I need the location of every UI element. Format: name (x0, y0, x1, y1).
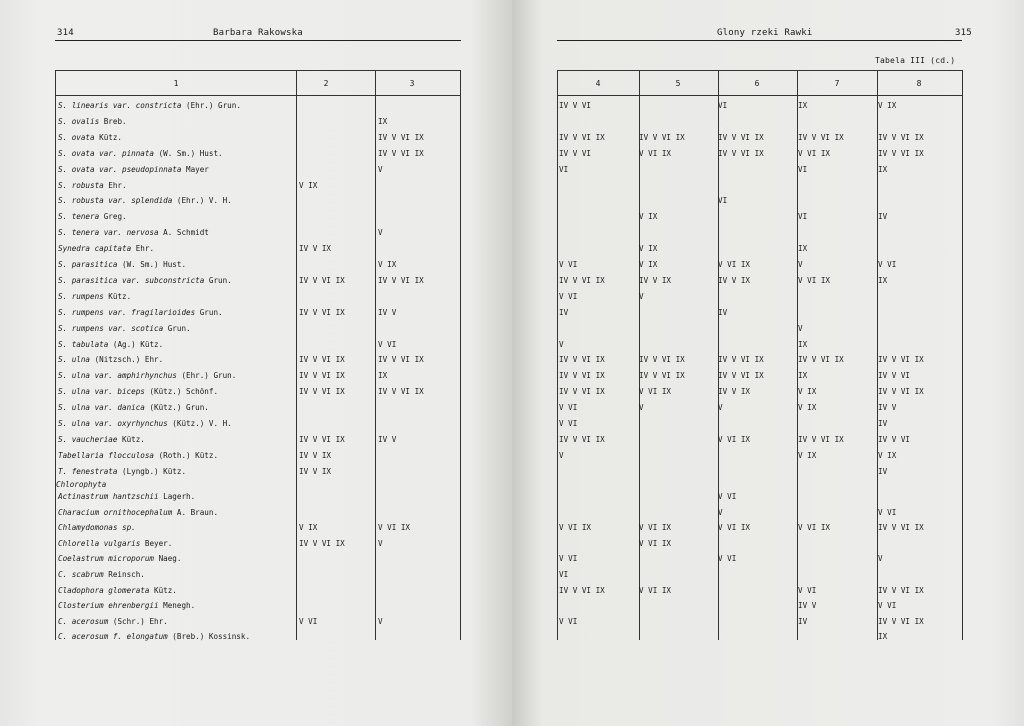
month-cell-7: IV V VI IX (798, 355, 844, 365)
month-cell-3: IV V VI IX (378, 275, 424, 285)
column-header-3: 3 (409, 79, 415, 88)
month-cell-8: IV V VI IX (878, 585, 924, 595)
month-cell-8: IV V VI IX (878, 616, 924, 626)
species-name (58, 617, 168, 626)
month-cell-7: V IX (798, 403, 817, 413)
species-label: Chlamydomonas sp. (58, 523, 136, 533)
month-cell-4: IV V VI IX (559, 132, 605, 142)
month-cell-4: VI (559, 570, 569, 579)
species-label: S. robusta var. splendida (58, 196, 173, 206)
species-authority: (Ag.) Kütz. (108, 339, 164, 349)
species-authority: Lagerh. (158, 492, 196, 501)
month-cell-8: V VI (878, 507, 897, 517)
month-cell-7: V (798, 323, 803, 333)
month-cell-4: IV V VI IX (559, 371, 605, 381)
species-label: S. ovalis (58, 116, 100, 126)
month-cell-6: V VI IX (718, 523, 751, 533)
species-label: S. ulna var. danica (58, 403, 145, 413)
species-name (58, 308, 223, 317)
species-name (58, 523, 136, 532)
month-cell-3: V (378, 228, 383, 238)
column-divider (557, 70, 558, 640)
month-cell-4: V VI (559, 616, 578, 626)
month-cell-7: V IX (798, 450, 817, 460)
species-authority: Grun. (195, 307, 223, 317)
species-label: Actinastrum hantzschii (58, 492, 159, 501)
month-cell-8: IV V (878, 403, 897, 413)
month-cell-7: V IX (798, 387, 817, 397)
month-cell-6: IV V VI IX (718, 371, 764, 381)
species-label: Coelastrum microporum (58, 554, 155, 564)
species-name (58, 451, 218, 460)
month-cell-2: V VI (299, 616, 318, 626)
species-authority: (Kütz.) V. H. (167, 419, 232, 428)
month-cell-4: IV (559, 307, 569, 317)
month-cell-6: V VI (718, 554, 737, 564)
species-authority: Grun. (163, 323, 191, 333)
month-cell-3: IV V (378, 307, 397, 317)
month-cell-8: IX (878, 632, 888, 642)
species-name (58, 586, 177, 595)
month-cell-2: IV V IX (299, 450, 332, 460)
species-name (58, 276, 232, 285)
column-header-8: 8 (916, 79, 922, 88)
species-authority: (Ehr.) Grun. (181, 101, 241, 110)
species-label: S. tabulata (58, 339, 109, 349)
month-cell-5: V VI IX (639, 148, 672, 158)
species-label: Synedra capitata (58, 244, 132, 254)
month-cell-5: IV V VI IX (639, 355, 685, 365)
species-label: Tabellaria flocculosa (58, 450, 155, 460)
month-cell-3: IV V VI IX (378, 132, 424, 142)
species-label: Cladophora glomerata (58, 585, 150, 595)
month-cell-6: IV V VI IX (718, 148, 764, 158)
month-cell-2: IV V VI IX (299, 355, 345, 365)
month-cell-7: VI (798, 164, 808, 174)
month-cell-6: IV (718, 307, 728, 317)
month-cell-2: V IX (299, 180, 318, 190)
month-cell-2: IV V IX (299, 244, 332, 254)
month-cell-8: IV (878, 466, 888, 476)
right-running-head: Glony rzeki Rawki (717, 28, 813, 38)
month-cell-8: IV (878, 419, 888, 428)
species-authority: (Kütz.) Schönf. (144, 387, 219, 397)
month-cell-4: IV V VI IX (559, 585, 605, 595)
species-label: S. rumpens (58, 291, 104, 301)
species-name (58, 419, 232, 428)
month-cell-5: V VI IX (639, 585, 672, 595)
species-name (58, 508, 218, 517)
month-cell-7: IV V VI IX (798, 132, 844, 142)
month-cell-8: IX (878, 164, 888, 174)
month-cell-5: V VI IX (639, 387, 672, 397)
species-label: T. fenestrata (58, 466, 118, 476)
column-divider (375, 70, 376, 640)
month-cell-7: IV V (798, 601, 817, 611)
species-authority: (Lyngb.) Kütz. (117, 466, 187, 476)
column-header-1: 1 (173, 79, 179, 88)
month-cell-6: IV V VI IX (718, 132, 764, 142)
month-cell-7: V VI IX (798, 148, 831, 158)
month-cell-3: IV V VI IX (378, 387, 424, 397)
species-authority: (Ehr.) Grun. (176, 371, 237, 381)
month-cell-5: V IX (639, 244, 658, 254)
species-authority: (W. Sm.) Hust. (154, 148, 223, 158)
species-name (58, 165, 209, 174)
species-authority: Menegh. (158, 601, 196, 611)
month-cell-4: IV V VI IX (559, 355, 605, 365)
month-cell-3: V (378, 538, 383, 548)
species-authority: (Kütz.) Grun. (144, 403, 209, 413)
species-name (58, 117, 127, 126)
month-cell-6: V (718, 403, 723, 413)
species-name (58, 403, 209, 412)
month-cell-2: V IX (299, 523, 318, 533)
species-label: S. ulna (58, 355, 91, 365)
month-cell-8: IV V VI IX (878, 148, 924, 158)
species-label: S. tenera var. nervosa (58, 228, 159, 238)
right-table-top-rule (557, 70, 962, 71)
month-cell-3: V VI IX (378, 523, 411, 533)
month-cell-4: IV V VI (559, 148, 592, 158)
species-name (58, 554, 181, 563)
left-table-top-rule (55, 70, 461, 71)
species-authority: (Roth.) Kütz. (154, 450, 219, 460)
month-cell-6: IV V VI IX (718, 355, 764, 365)
month-cell-3: IX (378, 371, 388, 381)
species-name (58, 101, 241, 110)
month-cell-5: V (639, 403, 644, 413)
species-name (58, 387, 218, 396)
left-table-border (55, 70, 56, 640)
month-cell-6: V VI IX (718, 434, 751, 444)
month-cell-3: V (378, 164, 383, 174)
right-page-number: 315 (955, 28, 972, 38)
month-cell-2: IV V VI IX (299, 371, 345, 381)
species-label: S. ovata var. pinnata (58, 148, 155, 158)
species-name (58, 181, 127, 190)
right-table-head-rule (557, 95, 962, 96)
month-cell-7: V VI IX (798, 275, 831, 285)
month-cell-8: IV V VI IX (878, 523, 924, 533)
month-cell-4: V VI (559, 403, 578, 413)
month-cell-4: IV V VI IX (559, 275, 605, 285)
month-cell-6: V VI IX (718, 260, 751, 269)
species-label: Chlorella vulgaris (58, 538, 141, 548)
month-cell-5: IV V VI IX (639, 371, 685, 381)
month-cell-4: VI (559, 164, 569, 174)
species-authority: Kütz. (103, 291, 132, 301)
month-cell-3: V VI (378, 339, 397, 349)
month-cell-4: V VI (559, 419, 578, 428)
month-cell-3: IV V VI IX (378, 355, 424, 365)
month-cell-6: V (718, 507, 723, 517)
month-cell-8: V VI (878, 260, 897, 269)
month-cell-5: V (639, 291, 644, 301)
species-label: S. rumpens var. fragilarioides (58, 307, 196, 317)
species-label: S. robusta (58, 180, 104, 190)
month-cell-7: IV (798, 616, 808, 626)
month-cell-4: IV V VI IX (559, 387, 605, 397)
month-cell-8: IV (878, 212, 888, 222)
month-cell-5: IV V IX (639, 275, 672, 285)
column-divider (962, 70, 963, 640)
species-authority: (Nitzsch.) Ehr. (90, 355, 164, 365)
month-cell-3: IX (378, 116, 388, 126)
month-cell-5: IV V VI IX (639, 132, 685, 142)
month-cell-6: IV V IX (718, 275, 751, 285)
left-page-number: 314 (57, 28, 74, 38)
species-label: Closterium ehrenbergii (58, 601, 159, 611)
species-name (58, 324, 191, 333)
month-cell-7: IV V VI IX (798, 434, 844, 444)
species-name (58, 340, 163, 349)
species-label: S. ulna var. amphirhynchus (58, 371, 177, 381)
month-cell-3: V (378, 616, 383, 626)
month-cell-7: IX (798, 371, 808, 381)
month-cell-8: IV V VI IX (878, 387, 924, 397)
section-label: Chlorophyta (56, 480, 107, 489)
month-cell-7: V VI IX (798, 523, 831, 533)
species-authority: Naeg. (154, 554, 182, 564)
species-name (58, 228, 209, 237)
species-label: S. tenera (58, 212, 100, 222)
month-cell-7: VI (798, 212, 808, 222)
species-name (58, 570, 145, 579)
right-header-rule (557, 40, 962, 41)
species-label: S. ulna var. biceps (58, 387, 145, 397)
species-name (58, 244, 154, 253)
month-cell-6: IV V IX (718, 387, 751, 397)
left-table-head-rule (55, 95, 461, 96)
month-cell-7: V VI (798, 585, 817, 595)
month-cell-7: V (798, 260, 803, 269)
species-authority: Kütz. (149, 585, 177, 595)
species-label: C. acerosum (58, 616, 109, 626)
species-label: S. ulna var. oxyrhynchus (58, 419, 168, 428)
species-name (58, 355, 163, 364)
month-cell-7: IX (798, 244, 808, 254)
species-label: S. rumpens var. scotica (58, 323, 164, 333)
column-header-5: 5 (675, 79, 681, 88)
month-cell-4: V VI (559, 291, 578, 301)
species-name (58, 632, 250, 641)
month-cell-2: IV V VI IX (299, 387, 345, 397)
species-authority: A. Schmidt (158, 228, 209, 238)
month-cell-7: IX (798, 339, 808, 349)
species-name (58, 601, 195, 610)
month-cell-4: IV V VI (559, 101, 592, 110)
species-name (58, 260, 186, 269)
species-label: S. ovata var. pseudopinnata (58, 164, 182, 174)
species-authority: (Ehr.) V. H. (172, 196, 232, 206)
species-authority: A. Braun. (172, 507, 219, 517)
column-divider (460, 70, 461, 640)
month-cell-8: V IX (878, 101, 897, 110)
column-header-4: 4 (595, 79, 601, 88)
species-name (58, 492, 195, 501)
month-cell-4: IV V VI IX (559, 434, 605, 444)
species-authority: Reinsch. (103, 570, 145, 579)
month-cell-8: IV V VI (878, 434, 911, 444)
month-cell-5: V IX (639, 260, 658, 269)
month-cell-6: VI (718, 196, 728, 206)
month-cell-2: IV V IX (299, 466, 332, 476)
month-cell-8: V VI (878, 601, 897, 611)
column-header-2: 2 (323, 79, 329, 88)
species-name (58, 149, 223, 158)
species-authority: Ehr. (131, 244, 155, 254)
month-cell-8: IX (878, 275, 888, 285)
species-name (58, 467, 186, 476)
species-label: S. vaucheriae (58, 434, 118, 444)
species-label: S. linearis var. constricta (58, 101, 182, 110)
month-cell-8: IV V VI IX (878, 355, 924, 365)
month-cell-2: IV V VI IX (299, 538, 345, 548)
month-cell-8: IV V VI IX (878, 132, 924, 142)
species-authority: Ehr. (103, 180, 127, 190)
species-authority: Kütz. (117, 434, 145, 444)
month-cell-8: V (878, 554, 883, 564)
species-name (58, 539, 172, 548)
month-cell-4: V (559, 450, 564, 460)
month-cell-6: V VI (718, 492, 737, 501)
column-header-6: 6 (754, 79, 760, 88)
species-name (58, 292, 131, 301)
species-authority: (Schr.) Ehr. (108, 616, 168, 626)
month-cell-8: IV V VI (878, 371, 911, 381)
month-cell-4: V VI (559, 260, 578, 269)
species-name (58, 435, 145, 444)
species-authority: Breb. (99, 116, 127, 126)
column-header-7: 7 (834, 79, 840, 88)
species-name (58, 196, 232, 205)
species-label: S. parasitica (58, 260, 118, 269)
species-name (58, 371, 236, 380)
left-header-rule (55, 40, 461, 41)
month-cell-5: V IX (639, 212, 658, 222)
species-label: Characium ornithocephalum (58, 507, 173, 517)
species-authority: Greg. (99, 212, 127, 222)
month-cell-3: IV V (378, 434, 397, 444)
species-authority: Grun. (204, 275, 232, 285)
species-label: C. scabrum (58, 570, 104, 579)
month-cell-5: V VI IX (639, 538, 672, 548)
species-authority: Mayer (181, 164, 209, 174)
species-authority: (W. Sm.) Hust. (117, 260, 187, 269)
table-caption: Tabela III (cd.) (875, 56, 956, 65)
month-cell-3: IV V VI IX (378, 148, 424, 158)
month-cell-7: IX (798, 101, 808, 110)
species-name (58, 212, 127, 221)
month-cell-5: V VI IX (639, 523, 672, 533)
month-cell-4: V (559, 339, 564, 349)
month-cell-6: VI (718, 101, 728, 110)
species-label: C. acerosum f. elongatum (58, 632, 168, 642)
species-authority: Kütz. (94, 132, 123, 142)
species-name (58, 133, 122, 142)
species-authority: (Breb.) Kossinsk. (167, 632, 251, 642)
month-cell-2: IV V VI IX (299, 275, 345, 285)
species-authority: Beyer. (140, 538, 173, 548)
month-cell-4: V VI IX (559, 523, 592, 533)
month-cell-8: V IX (878, 450, 897, 460)
column-divider (296, 70, 297, 640)
month-cell-2: IV V VI IX (299, 307, 345, 317)
month-cell-3: V IX (378, 260, 397, 269)
month-cell-2: IV V VI IX (299, 434, 345, 444)
left-running-head: Barbara Rakowska (213, 28, 303, 38)
month-cell-4: V VI (559, 554, 578, 564)
species-label: S. parasitica var. subconstricta (58, 275, 205, 285)
species-label: S. ovata (58, 132, 95, 142)
